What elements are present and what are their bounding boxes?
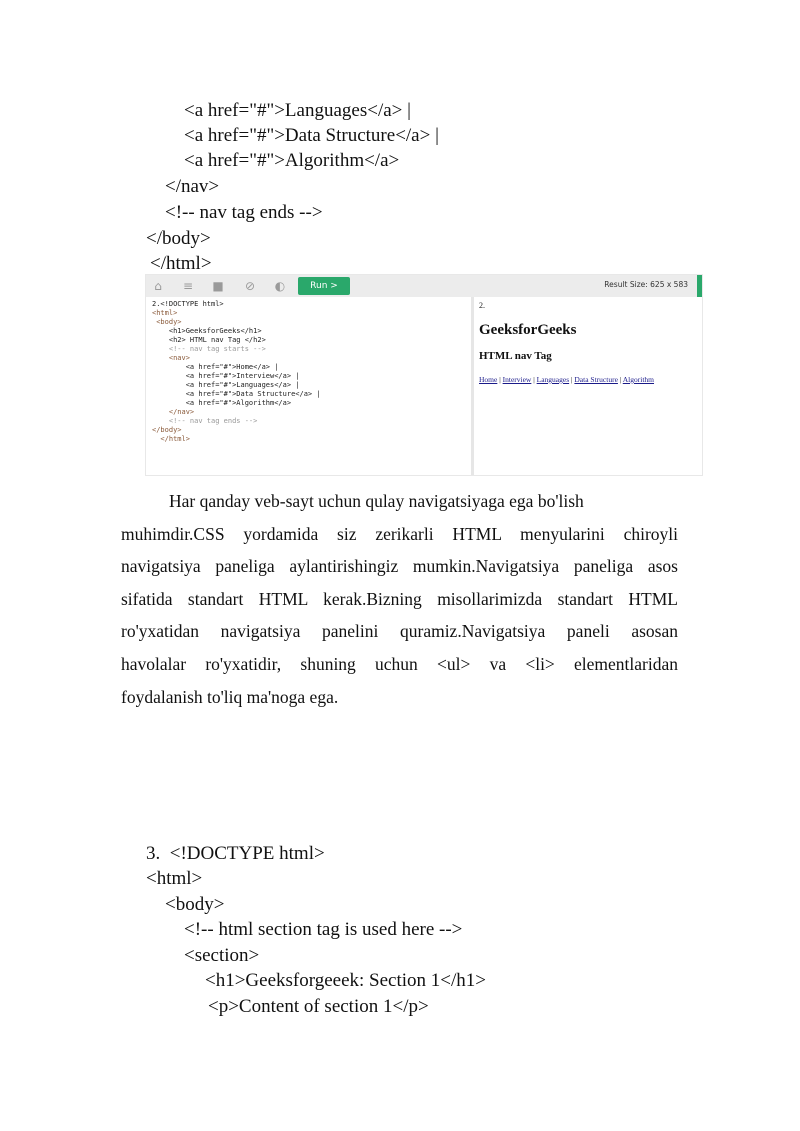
editor-line: <!-- nav tag ends --> (152, 417, 258, 425)
code-line: <a href="#">Data Structure</a> | (184, 125, 439, 146)
result-number: 2. (479, 301, 485, 310)
editor-line: 2.<!DOCTYPE html> (152, 300, 224, 308)
embedded-editor-screenshot (146, 275, 702, 475)
run-button-label: Run (310, 281, 328, 291)
code-line: <html> (146, 868, 203, 889)
editor-line: <a href="#">Interview</a> | (152, 372, 300, 380)
run-button[interactable] (298, 277, 350, 295)
code-line: </html> (150, 253, 212, 274)
home-icon[interactable]: ⌂ (154, 279, 162, 293)
code-editor-pane[interactable] (146, 297, 474, 475)
disable-icon[interactable]: ⊘ (244, 279, 256, 293)
result-link-home[interactable]: Home (479, 375, 498, 384)
menu-icon[interactable]: ≡ (182, 279, 194, 293)
editor-line: <body> (152, 318, 182, 326)
chevron-right-icon: > (330, 281, 338, 291)
save-icon[interactable]: ■ (212, 279, 224, 293)
paragraph-line: sifatida standart HTML kerak.Bizning misollarimizda standart HTML (121, 588, 678, 609)
result-link-interview[interactable]: Interview (502, 375, 532, 384)
result-nav (479, 375, 654, 384)
code-line: <!-- nav tag ends --> (165, 202, 323, 223)
code-line: <a href="#">Algorithm</a> (184, 150, 400, 171)
code-line: <p>Content of section 1</p> (208, 996, 429, 1017)
result-heading2: HTML nav Tag (479, 350, 552, 362)
code-line: <a href="#">Languages</a> | (184, 100, 411, 121)
result-pane (474, 297, 702, 475)
editor-line: <a href="#">Home</a> | (152, 363, 279, 371)
nav-separator: | (617, 375, 623, 384)
paragraph-line: foydalanish to'liq ma'noga ega. (121, 686, 339, 707)
contrast-icon[interactable]: ◐ (274, 279, 286, 293)
editor-toolbar (146, 275, 702, 297)
paragraph-line: Har qanday veb-sayt uchun qulay navigatsiyaga ega bo'lish (169, 491, 584, 511)
code-line: </body> (146, 228, 211, 249)
code-line: <h1>Geeksforgeeek: Section 1</h1> (205, 970, 487, 991)
paragraph-line: havolalar ro'yxatidir, shuning uchun <ul> va <li> elementlaridan (121, 653, 678, 674)
result-heading1: GeeksforGeeks (479, 322, 577, 338)
code-line: </nav> (165, 176, 220, 197)
editor-line: <html> (152, 309, 178, 317)
editor-line: <a href="#">Algorithm</a> (152, 399, 292, 407)
result-link-languages[interactable]: Languages (536, 375, 570, 384)
paragraph-line: ro'yxatidan navigatsiya panelini quramiz.Navigatsiya paneli asosan (121, 621, 678, 642)
nav-separator: | (497, 375, 503, 384)
editor-line: <nav> (152, 354, 190, 362)
result-link-algorithm[interactable]: Algorithm (622, 375, 655, 384)
editor-line: </html> (152, 435, 190, 443)
toolbar-accent (697, 275, 702, 297)
editor-line: </body> (152, 426, 182, 434)
code-line: <section> (184, 945, 260, 966)
code-line: <!-- html section tag is used here --> (184, 919, 463, 940)
result-size-label: Result Size: 625 x 583 (604, 280, 688, 289)
paragraph-line: navigatsiya paneliga aylantirishingiz mumkin.Navigatsiya paneliga asos (121, 556, 678, 577)
editor-line: <h2> HTML nav Tag </h2> (152, 336, 266, 344)
paragraph-line: muhimdir.CSS yordamida siz zerikarli HTML menyularini chiroyli (121, 523, 678, 544)
editor-line: <a href="#">Data Structure</a> | (152, 390, 321, 398)
editor-line: </nav> (152, 408, 195, 416)
editor-line: <a href="#">Languages</a> | (152, 381, 300, 389)
editor-line: <h1>GeeksforGeeks</h1> (152, 327, 262, 335)
body-paragraph (121, 485, 678, 713)
editor-line: <!-- nav tag starts --> (152, 345, 266, 353)
nav-separator: | (569, 375, 575, 384)
code-line: <body> (165, 894, 225, 915)
result-link-data-structure[interactable]: Data Structure (574, 375, 618, 384)
nav-separator: | (531, 375, 537, 384)
code-line: 3. <!DOCTYPE html> (146, 843, 325, 864)
